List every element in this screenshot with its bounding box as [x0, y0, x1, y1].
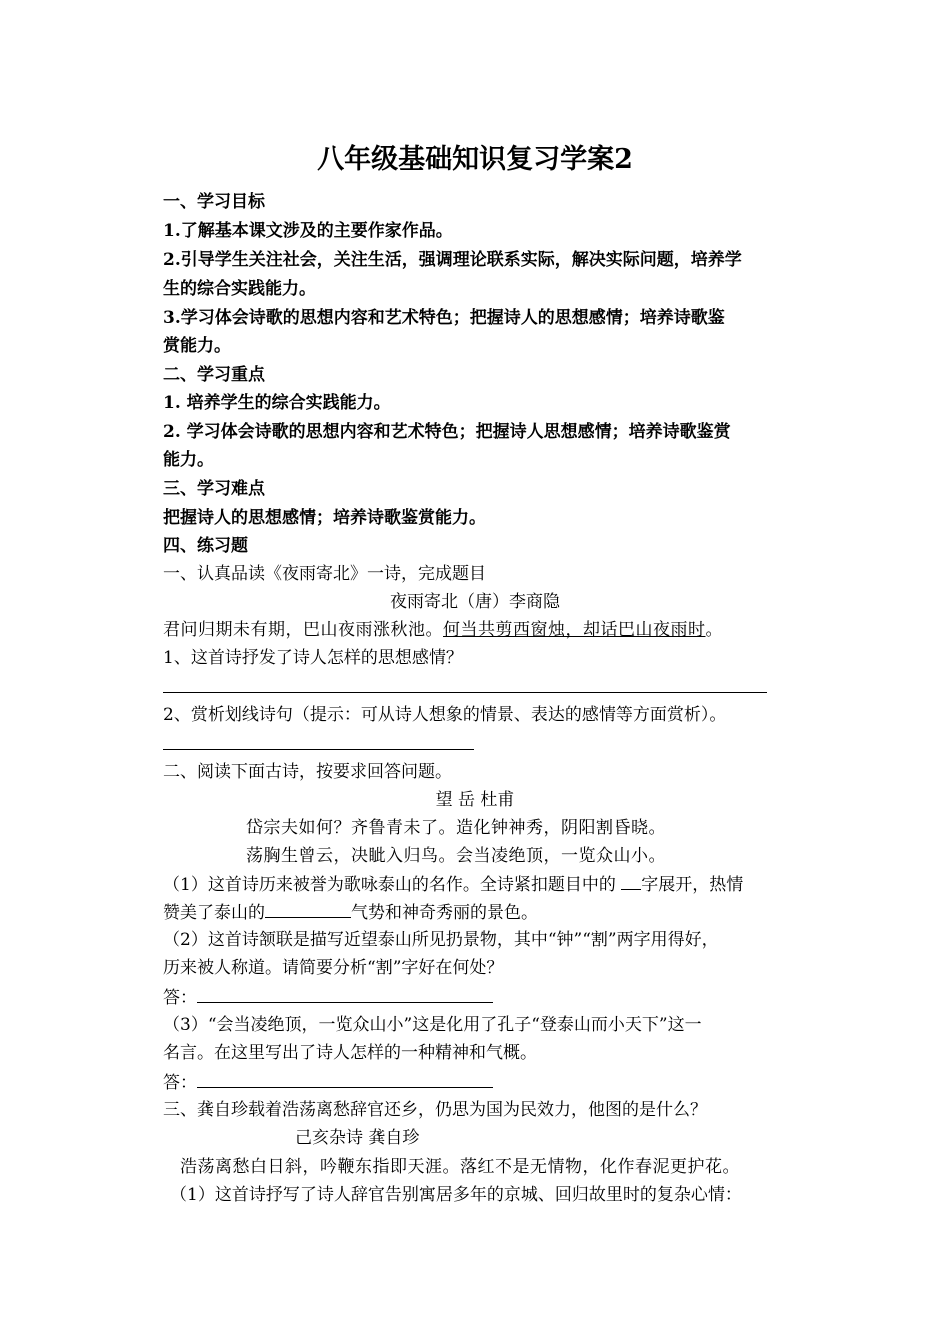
- exercise-2-question-3-line-1: （3）“会当凌绝顶，一览众山小”这是化用了孔子“登泰山而小天下”这一: [163, 1015, 702, 1035]
- exercise-1-poem-title: 夜雨寄北（唐）李商隐: [390, 592, 560, 612]
- answer-line-2[interactable]: [163, 749, 474, 750]
- section-heading-goals: 一、学习目标: [163, 192, 265, 212]
- section-heading-difficulties: 三、学习难点: [163, 479, 265, 499]
- exercise-2-question-2-line-1: （2）这首诗颔联是描写近望泰山所见扔景物，其中“钟”“割”两字用得好，: [163, 930, 719, 950]
- answer-blank-1[interactable]: [197, 987, 493, 1003]
- answer-label-2: 答：: [163, 1073, 197, 1093]
- blank-medium[interactable]: [265, 902, 351, 918]
- exercise-2-intro: 二、阅读下面古诗，按要求回答问题。: [163, 762, 452, 782]
- goal-item-3-line-1: 3.学习体会诗歌的思想内容和艺术特色；把握诗人的思想感情；培养诗歌鉴: [163, 308, 725, 328]
- question-1-text-c: 赞美了泰山的: [163, 903, 265, 923]
- exercise-1-poem: [163, 620, 723, 640]
- difficulty-1: 把握诗人的思想感情；培养诗歌鉴赏能力。: [163, 508, 486, 528]
- exercise-2-poem-title: 望 岳 杜甫: [435, 790, 515, 810]
- goal-item-3-line-2: 赏能力。: [163, 336, 231, 356]
- answer-line-1[interactable]: [163, 692, 767, 693]
- exercise-1-intro: 一、认真品读《夜雨寄北》一诗，完成题目: [163, 564, 486, 584]
- answer-row-1: [163, 987, 493, 1008]
- poem-end-punct: 。: [705, 620, 723, 640]
- section-heading-exercises: 四、练习题: [163, 536, 248, 556]
- goal-item-1: 1.了解基本课文涉及的主要作家作品。: [163, 221, 453, 241]
- key-point-2-line-1: 2. 学习体会诗歌的思想内容和艺术特色；把握诗人思想感情；培养诗歌鉴赏: [163, 422, 731, 442]
- section-heading-key-points: 二、学习重点: [163, 365, 265, 385]
- question-1-text-a: （1）这首诗历来被誉为歌咏泰山的名作。全诗紧扣题目中的: [163, 875, 622, 895]
- document-title: 八年级基础知识复习学案2: [317, 144, 633, 175]
- poem-plain-text: 君问归期未有期，巴山夜雨涨秋池。: [163, 620, 443, 640]
- exercise-3-question-1: （1）这首诗抒写了诗人辞官告别寓居多年的京城、回归故里时的复杂心情：: [170, 1185, 742, 1205]
- key-point-2-line-2: 能力。: [163, 450, 214, 470]
- answer-label: 答：: [163, 988, 197, 1008]
- exercise-3-poem-line: 浩荡离愁白日斜，吟鞭东指即天涯。落红不是无情物，化作春泥更护花。: [180, 1157, 740, 1177]
- poem-underlined-text: 何当共剪西窗烛，却话巴山夜雨时: [443, 620, 706, 640]
- question-1-text-d: 气势和神奇秀丽的景色。: [351, 903, 538, 923]
- exercise-2-question-2-line-2: 历来被人称道。请简要分析“割”字好在何处？: [163, 958, 504, 978]
- exercise-2-poem-line-2: 荡胸生曾云，决眦入归鸟。会当凌绝顶，一览众山小。: [246, 846, 666, 866]
- exercise-3-intro: 三、龚自珍载着浩荡离愁辞官还乡，仍思为国为民效力，他图的是什么？: [163, 1100, 707, 1120]
- goal-item-2-line-1: 2.引导学生关注社会，关注生活，强调理论联系实际，解决实际问题，培养学: [163, 250, 742, 270]
- question-1-text-b: 字展开，热情: [641, 875, 744, 895]
- key-point-1: 1. 培养学生的综合实践能力。: [163, 393, 391, 413]
- blank-short[interactable]: [621, 874, 641, 890]
- exercise-3-poem-title: 己亥杂诗 龚自珍: [295, 1128, 420, 1148]
- goal-item-2-line-2: 生的综合实践能力。: [163, 279, 316, 299]
- exercise-2-question-3-line-2: 名言。在这里写出了诗人怎样的一种精神和气概。: [163, 1043, 537, 1063]
- exercise-1-question-1: 1、这首诗抒发了诗人怎样的思想感情？: [163, 648, 463, 668]
- answer-row-2: [163, 1072, 493, 1093]
- exercise-1-question-2: 2、赏析划线诗句（提示：可从诗人想象的情景、表达的感情等方面赏析）。: [163, 705, 727, 725]
- answer-blank-2[interactable]: [197, 1072, 493, 1088]
- exercise-2-question-1-line-2: [163, 902, 538, 923]
- exercise-2-question-1-line-1: [163, 874, 743, 895]
- exercise-2-poem-line-1: 岱宗夫如何？齐鲁青未了。造化钟神秀，阴阳割昏晓。: [246, 818, 666, 838]
